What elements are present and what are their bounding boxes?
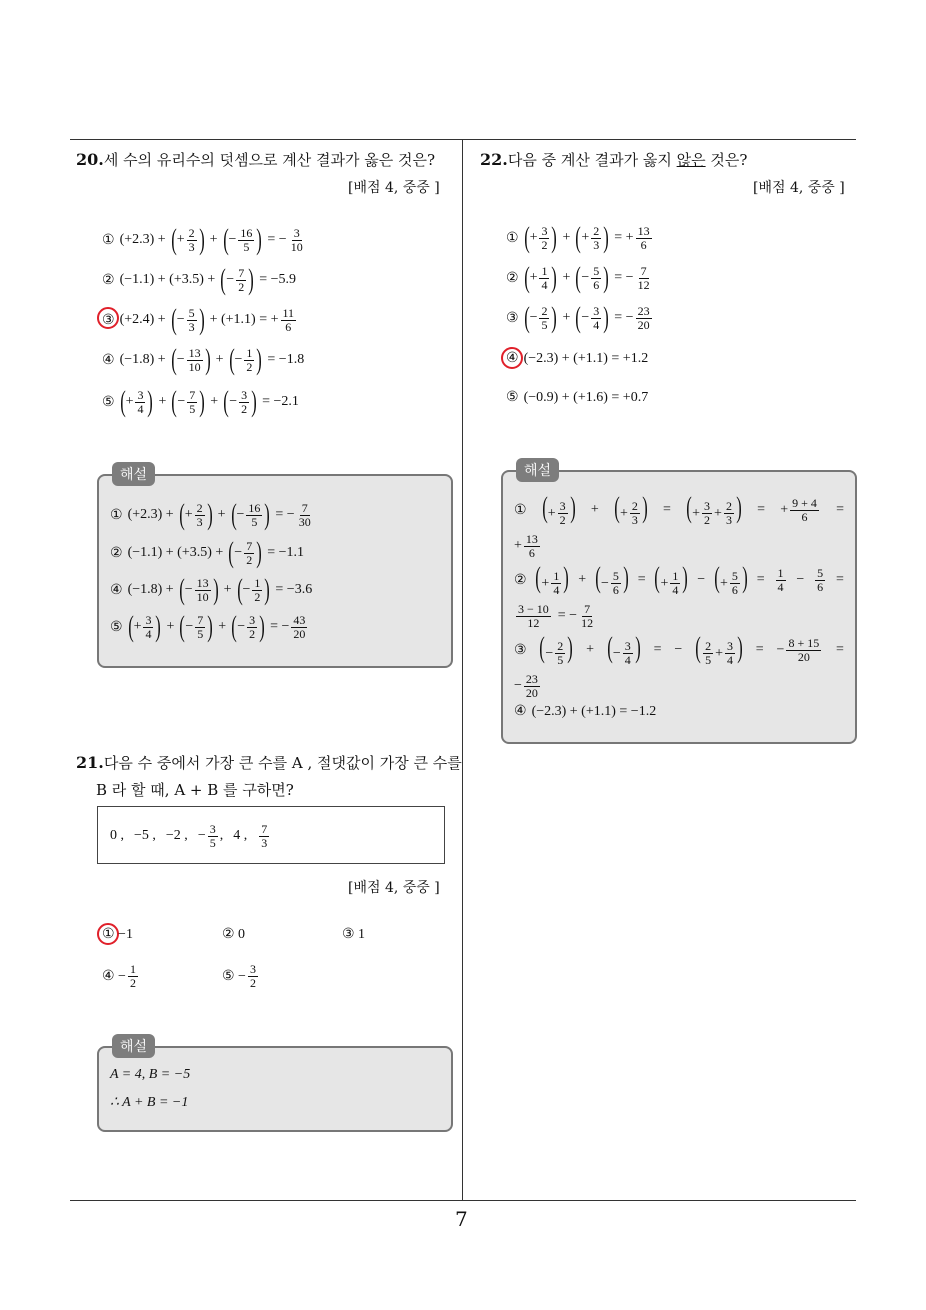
solution-line: ⑤ ( + $\frac{3}{4}$ ) + ( − $\frac{7}{5}$ ) + ( − $\frac{3}{2}$ ) = − $\frac{43}{20}$ — [110, 610, 306, 643]
solution-line: ① (+2.3) + ( + $\frac{2}{3}$ ) + ( − $\frac{16}{5}$ ) = − $\frac{7}{30}$ — [110, 498, 311, 531]
solution-box-21 — [97, 1046, 453, 1132]
number-list: 0 , −5 , −2 , − $\frac{3}{5}$ , 4 , $\frac{7}{3}$ — [110, 821, 268, 850]
solution-line: ② (−1.1) + (+3.5) + ( − $\frac{7}{2}$ ) = −1.1 — [110, 536, 304, 569]
question-20-header — [76, 149, 435, 170]
question-meta: [배점 4, 중중 ] — [348, 180, 440, 196]
solution-line: A = 4, B = −5 — [110, 1067, 191, 1082]
page-number: 7 — [455, 1207, 468, 1231]
solution-line: ③ (− $\frac{2}{5}$ ) + (− $\frac{3}{4}$ ) = − ( $\frac{2}{5}$ + $\frac{3}{4}$ ) = − $\frac{8 + 15}{20}$ = — [514, 630, 844, 668]
option-1[interactable]: ① ( + $\frac{3}{2}$ ) + ( + $\frac{2}{3}$ ) = + $\frac{13}{6}$ — [506, 221, 650, 254]
option-5[interactable]: ⑤ (−0.9) + (+1.6) = +0.7 — [506, 389, 649, 405]
option-3[interactable]: ③ 1 — [342, 927, 366, 942]
solution-line: ④ (−1.8) + ( − $\frac{13}{10}$ ) + ( − $\frac{1}{2}$ ) = −3.6 — [110, 573, 313, 606]
question-meta: [배점 4, 중중 ] — [753, 180, 845, 196]
underlined-word: 않은 — [676, 151, 706, 169]
option-2[interactable]: ② (−1.1) + (+3.5) + ( − $\frac{7}{2}$ ) = −5.9 — [102, 263, 296, 296]
center-divider — [462, 139, 463, 1201]
option-5[interactable]: ⑤ ( + $\frac{3}{4}$ ) + ( − $\frac{7}{5}$ ) + ( − $\frac{3}{2}$ ) = −2.1 — [102, 385, 299, 418]
option-2[interactable]: ② 0 — [222, 927, 246, 942]
solution-label: 해설 — [516, 458, 559, 482]
solution-line: ② (+ $\frac{1}{4}$ ) + (− $\frac{5}{6}$ ) = (+ $\frac{1}{4}$ ) − (+ $\frac{5}{6}$ ) = $\frac{1}{4}$ − $\frac{5}{6}$ = — [514, 560, 844, 598]
option-2[interactable]: ② ( + $\frac{1}{4}$ ) + ( − $\frac{5}{6}$ ) = − $\frac{7}{12}$ — [506, 261, 650, 294]
solution-line: $\frac{3 - 10}{12}$ = − $\frac{7}{12}$ — [518, 601, 594, 630]
question-text: 세 수의 유리수의 덧셈으로 계산 결과가 옳은 것은? — [103, 151, 436, 169]
question-meta: [배점 4, 중중 ] — [348, 880, 440, 896]
question-22-header — [480, 149, 747, 170]
bottom-rule — [70, 1200, 856, 1201]
solution-label: 해설 — [112, 1034, 155, 1058]
solution-line: − $\frac{23}{20}$ — [514, 671, 538, 700]
question-number: 20. — [76, 150, 104, 169]
option-3[interactable]: ③ ( − $\frac{2}{5}$ ) + ( − $\frac{3}{4}$ ) = − $\frac{23}{20}$ — [506, 301, 650, 334]
solution-line: + $\frac{13}{6}$ — [514, 531, 538, 560]
top-rule — [70, 139, 856, 140]
question-number: 21. — [76, 753, 104, 772]
option-1[interactable]: ① (+2.3) + ( + $\frac{2}{3}$ ) + ( − $\frac{16}{5}$ ) = − $\frac{3}{10}$ — [102, 223, 303, 256]
question-text: 다음 중 계산 결과가 옳지 — [507, 151, 672, 169]
option-4[interactable]: ④ (−2.3) + (+1.1) = +1.2 — [506, 350, 649, 366]
question-21-header — [76, 752, 462, 773]
solution-line: ∴ A + B = −1 — [110, 1095, 189, 1110]
solution-line: ① (+ $\frac{3}{2}$ ) + (+ $\frac{2}{3}$ ) = (+ $\frac{3}{2}$ + $\frac{2}{3}$ ) = + $\frac{9 + 4}{6}$ = — [514, 490, 844, 528]
question-number: 22. — [480, 150, 508, 169]
option-1[interactable]: ① −1 — [102, 927, 133, 942]
option-5[interactable]: ⑤ − $\frac{3}{2}$ — [222, 961, 256, 990]
question-text-line2: B 라 할 때, A + B 를 구하면? — [96, 781, 294, 799]
option-3[interactable]: ③ (+2.4) + ( − $\frac{5}{3}$ ) + (+1.1) = + $\frac{11}{6}$ — [102, 303, 295, 336]
question-text-end: 것은? — [710, 151, 748, 169]
solution-line: ④ (−2.3) + (+1.1) = −1.2 — [514, 703, 657, 719]
question-text: 다음 수 중에서 가장 큰 수를 A , 절댓값이 가장 큰 수를 — [103, 754, 462, 772]
option-4[interactable]: ④ (−1.8) + ( − $\frac{13}{10}$ ) + ( − $\frac{1}{2}$ ) = −1.8 — [102, 343, 305, 376]
solution-label: 해설 — [112, 462, 155, 486]
option-4[interactable]: ④ − $\frac{1}{2}$ — [102, 961, 136, 990]
